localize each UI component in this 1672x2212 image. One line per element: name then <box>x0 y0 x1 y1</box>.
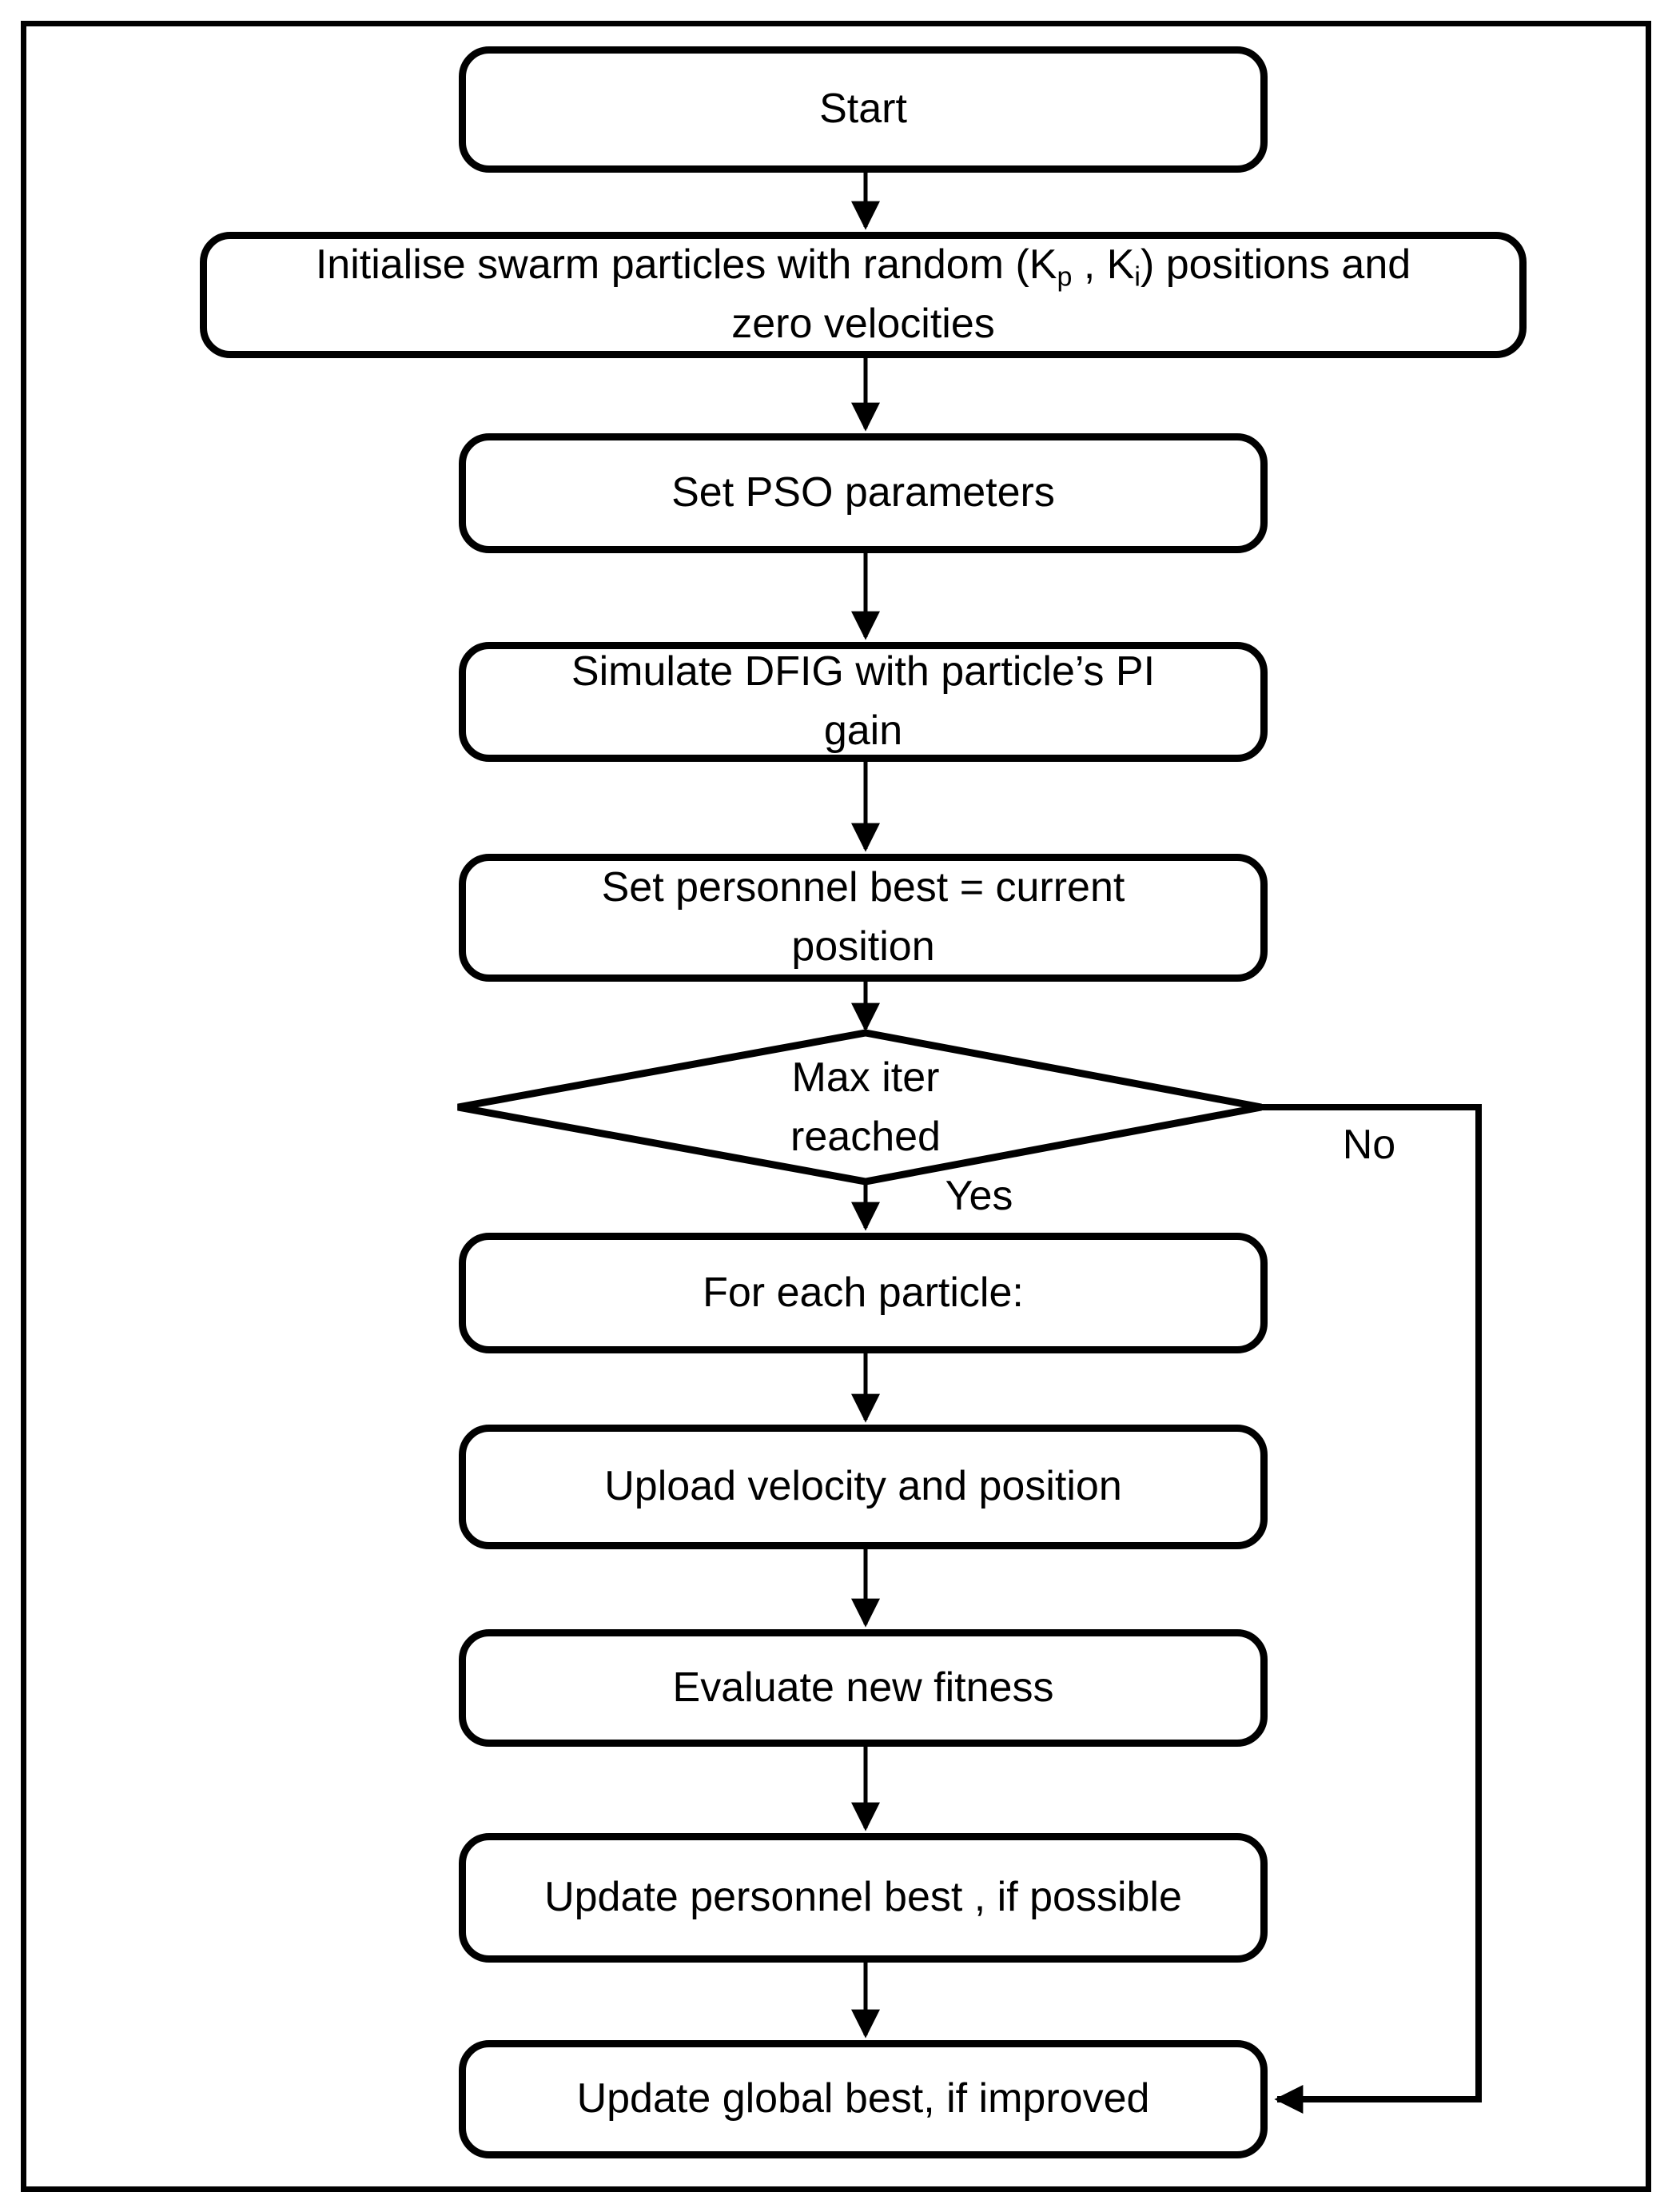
node-set-personal-best <box>459 854 1268 982</box>
node-update-personal-best <box>459 1833 1268 1963</box>
node-update-global-best-label: Update global best, if improved <box>576 2075 1150 2122</box>
node-start-label: Start <box>819 86 907 133</box>
node-for-each-particle-label: For each particle: <box>703 1269 1024 1316</box>
decision-max-iter-text: Max iter reached <box>790 1054 941 1160</box>
node-evaluate-label: Evaluate new fitness <box>672 1664 1054 1711</box>
ki-subscript: i <box>1134 261 1141 293</box>
node-simulate-dfig <box>459 642 1268 762</box>
init-text-between: , K <box>1072 241 1135 289</box>
node-initialise-line2: zero velocities <box>731 301 995 347</box>
node-set-pso-parameters <box>459 433 1268 553</box>
node-initialise-swarm <box>200 232 1527 358</box>
node-simulate-line2: gain <box>823 707 903 754</box>
node-for-each-particle <box>459 1233 1268 1353</box>
kp-subscript: p <box>1057 261 1073 293</box>
decision-max-iter-label <box>714 1039 1017 1177</box>
no-loop-connector <box>1261 1107 1479 2099</box>
node-update-global-best <box>459 2040 1268 2158</box>
init-text-before-kp: Initialise swarm particles with random (K <box>315 241 1057 289</box>
node-start <box>459 46 1268 173</box>
node-evaluate-new-fitness <box>459 1629 1268 1747</box>
node-upload-velocity-position <box>459 1425 1268 1549</box>
node-set-personal-best-line1: Set personnel best = current <box>601 864 1125 911</box>
node-set-personal-best-line2: position <box>791 923 935 970</box>
init-text-after: ) positions and <box>1140 241 1411 289</box>
node-update-personal-best-label: Update personnel best , if possible <box>544 1874 1182 1921</box>
node-simulate-line1: Simulate DFIG with particle’s PI <box>571 648 1156 695</box>
node-initialise-line1 <box>316 236 1411 295</box>
edge-label-yes: Yes <box>945 1173 1013 1220</box>
node-upload-label: Upload velocity and position <box>604 1463 1122 1510</box>
edge-label-no: No <box>1342 1122 1396 1169</box>
node-set-pso-label: Set PSO parameters <box>671 469 1055 516</box>
